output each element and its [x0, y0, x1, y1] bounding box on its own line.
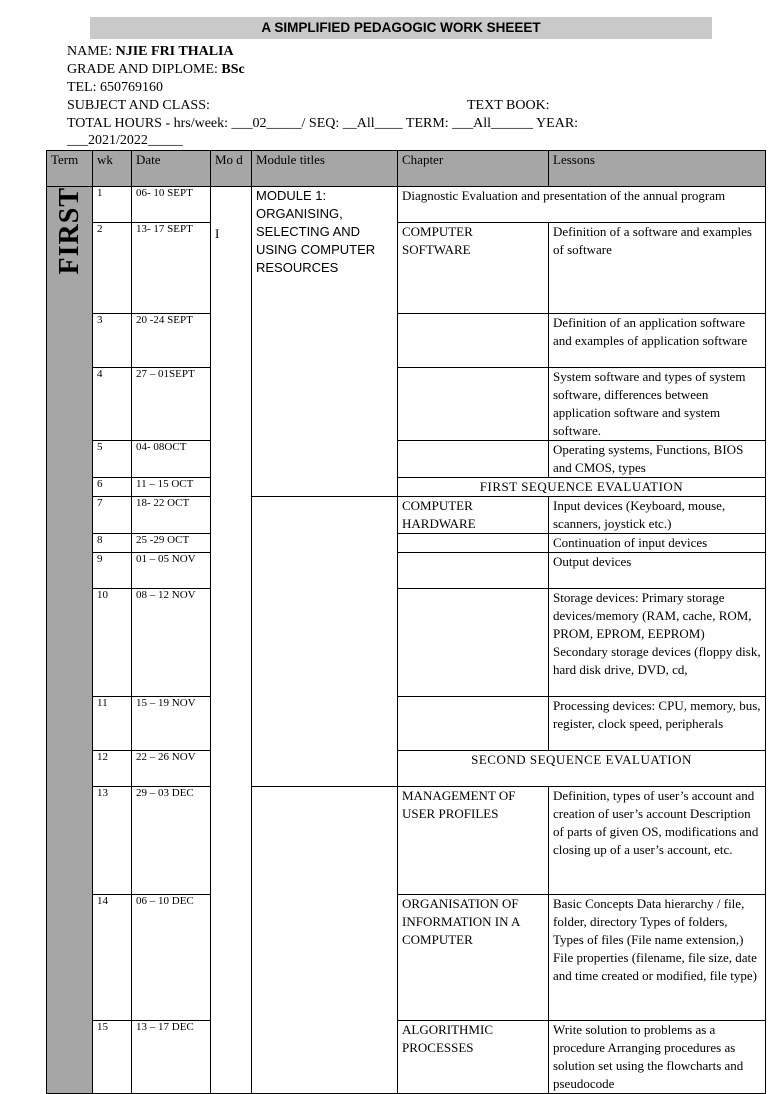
week-cell: 14 [93, 895, 132, 1021]
week-cell: 13 [93, 787, 132, 895]
chapter-cell: COMPUTER HARDWARE [398, 497, 549, 534]
subject-line: SUBJECT AND CLASS: [67, 98, 210, 113]
chapter-cell: ORGANISATION OF INFORMATION IN A COMPUTER [398, 895, 549, 1021]
table-row [47, 497, 766, 534]
col-date: Date [132, 151, 211, 187]
chapter-cell: COMPUTER SOFTWARE [398, 223, 549, 314]
table-row [47, 314, 766, 368]
header-row [47, 151, 766, 187]
lesson-cell: Input devices (Keyboard, mouse, scanners, joystick etc.) [549, 497, 766, 534]
table-row [47, 787, 766, 895]
week-cell: 10 [93, 589, 132, 697]
date-cell: 20 -24 SEPT [132, 314, 211, 368]
mod-cell [211, 187, 252, 1094]
date-cell: 06 – 10 DEC [132, 895, 211, 1021]
grade-line [67, 61, 245, 78]
col-term: Term [47, 151, 93, 187]
col-module-titles: Module titles [252, 151, 398, 187]
week-cell: 7 [93, 497, 132, 534]
chapter-cell: MANAGEMENT OF USER PROFILES [398, 787, 549, 895]
table-row [47, 368, 766, 441]
name-label: NAME: [67, 44, 116, 59]
date-cell: 18- 22 OCT [132, 497, 211, 534]
grade-label: GRADE AND DIPLOME: [67, 62, 222, 77]
evaluation-cell: SECOND SEQUENCE EVALUATION [398, 751, 766, 787]
date-cell: 08 – 12 NOV [132, 589, 211, 697]
lesson-cell: Definition of an application software and examples of application software [549, 314, 766, 368]
lesson-cell: Write solution to problems as a procedure Arranging procedures as solution set using the flowcharts and pseudocode [549, 1021, 766, 1094]
tel-line: TEL: 650769160 [67, 80, 164, 95]
table-row [47, 1021, 766, 1094]
lesson-cell: Continuation of input devices [549, 534, 766, 553]
worksheet-title: A SIMPLIFIED PEDAGOGIC WORK SHEEET [90, 17, 712, 39]
table-row [47, 534, 766, 553]
date-cell: 01 – 05 NOV [132, 553, 211, 589]
module-title-cell-empty [252, 787, 398, 1094]
chapter-cell [398, 534, 549, 553]
lesson-cell: System software and types of system software, differences between application software and system software. [549, 368, 766, 441]
table-row [47, 478, 766, 497]
lesson-cell: Output devices [549, 553, 766, 589]
module-title-cell-empty [252, 497, 398, 787]
lesson-cell: Processing devices: CPU, memory, bus, register, clock speed, peripherals [549, 697, 766, 751]
evaluation-cell: FIRST SEQUENCE EVALUATION [398, 478, 766, 497]
term-label: FIRST [53, 187, 85, 275]
hours-line: TOTAL HOURS - hrs/week: ___02_____/ SEQ: __All____ TERM: ___All______ YEAR: [67, 116, 579, 131]
date-cell: 15 – 19 NOV [132, 697, 211, 751]
date-cell: 29 – 03 DEC [132, 787, 211, 895]
col-wk: wk [93, 151, 132, 187]
col-mod: Mo d [211, 151, 252, 187]
week-cell: 1 [93, 187, 132, 223]
year-line: ___2021/2022_____ [67, 133, 183, 148]
week-cell: 6 [93, 478, 132, 497]
date-cell: 13 – 17 DEC [132, 1021, 211, 1094]
chapter-cell [398, 314, 549, 368]
chapter-cell [398, 441, 549, 478]
week-cell: 15 [93, 1021, 132, 1094]
week-cell: 9 [93, 553, 132, 589]
week-cell: 4 [93, 368, 132, 441]
date-cell: 27 – 01SEPT [132, 368, 211, 441]
grade-value: BSc [221, 62, 245, 77]
name-line [67, 43, 234, 60]
lesson-cell: Definition of a software and examples of software [549, 223, 766, 314]
table-row [47, 553, 766, 589]
col-chapter: Chapter [398, 151, 549, 187]
week-cell: 2 [93, 223, 132, 314]
table-row [47, 441, 766, 478]
textbook-line: TEXT BOOK: [467, 98, 550, 113]
lesson-cell: Basic Concepts Data hierarchy / file, folder, directory Types of folders, Types of files (File name extension,) File properties (filename, file size, date and time created or modified, file type) [549, 895, 766, 1021]
date-cell: 06- 10 SEPT [132, 187, 211, 223]
col-lessons: Lessons [549, 151, 766, 187]
term-cell [47, 187, 93, 1094]
date-cell: 04- 08OCT [132, 441, 211, 478]
chapter-cell: ALGORITHMIC PROCESSES [398, 1021, 549, 1094]
week-cell: 8 [93, 534, 132, 553]
date-cell: 22 – 26 NOV [132, 751, 211, 787]
table-row [47, 697, 766, 751]
table-row [47, 223, 766, 314]
lesson-cell: Definition, types of user’s account and creation of user’s account Description of parts of given OS, modifications and closing up of a user’s account, etc. [549, 787, 766, 895]
week-cell: 3 [93, 314, 132, 368]
table-row [47, 895, 766, 1021]
date-cell: 25 -29 OCT [132, 534, 211, 553]
date-cell: 11 – 15 OCT [132, 478, 211, 497]
schedule-table [46, 150, 766, 1094]
module-title-cell: MODULE 1: ORGANISING, SELECTING AND USING COMPUTER RESOURCES [252, 187, 398, 497]
chapter-cell [398, 589, 549, 697]
lesson-cell: Storage devices: Primary storage devices/memory (RAM, cache, ROM, PROM, EPROM, EEPROM) Secondary storage devices (floppy disk, hard disk drive, DVD, cd, [549, 589, 766, 697]
table-row [47, 751, 766, 787]
lesson-cell: Operating systems, Functions, BIOS and CMOS, types [549, 441, 766, 478]
name-value: NJIE FRI THALIA [115, 44, 234, 59]
chapter-cell [398, 553, 549, 589]
mod-value: I [215, 226, 220, 241]
chapter-cell [398, 368, 549, 441]
week-cell: 11 [93, 697, 132, 751]
week-cell: 5 [93, 441, 132, 478]
week-cell: 12 [93, 751, 132, 787]
table-row [47, 589, 766, 697]
combined-cell: Diagnostic Evaluation and presentation of the annual program [398, 187, 766, 223]
table-row [47, 187, 766, 223]
chapter-cell [398, 697, 549, 751]
date-cell: 13- 17 SEPT [132, 223, 211, 314]
